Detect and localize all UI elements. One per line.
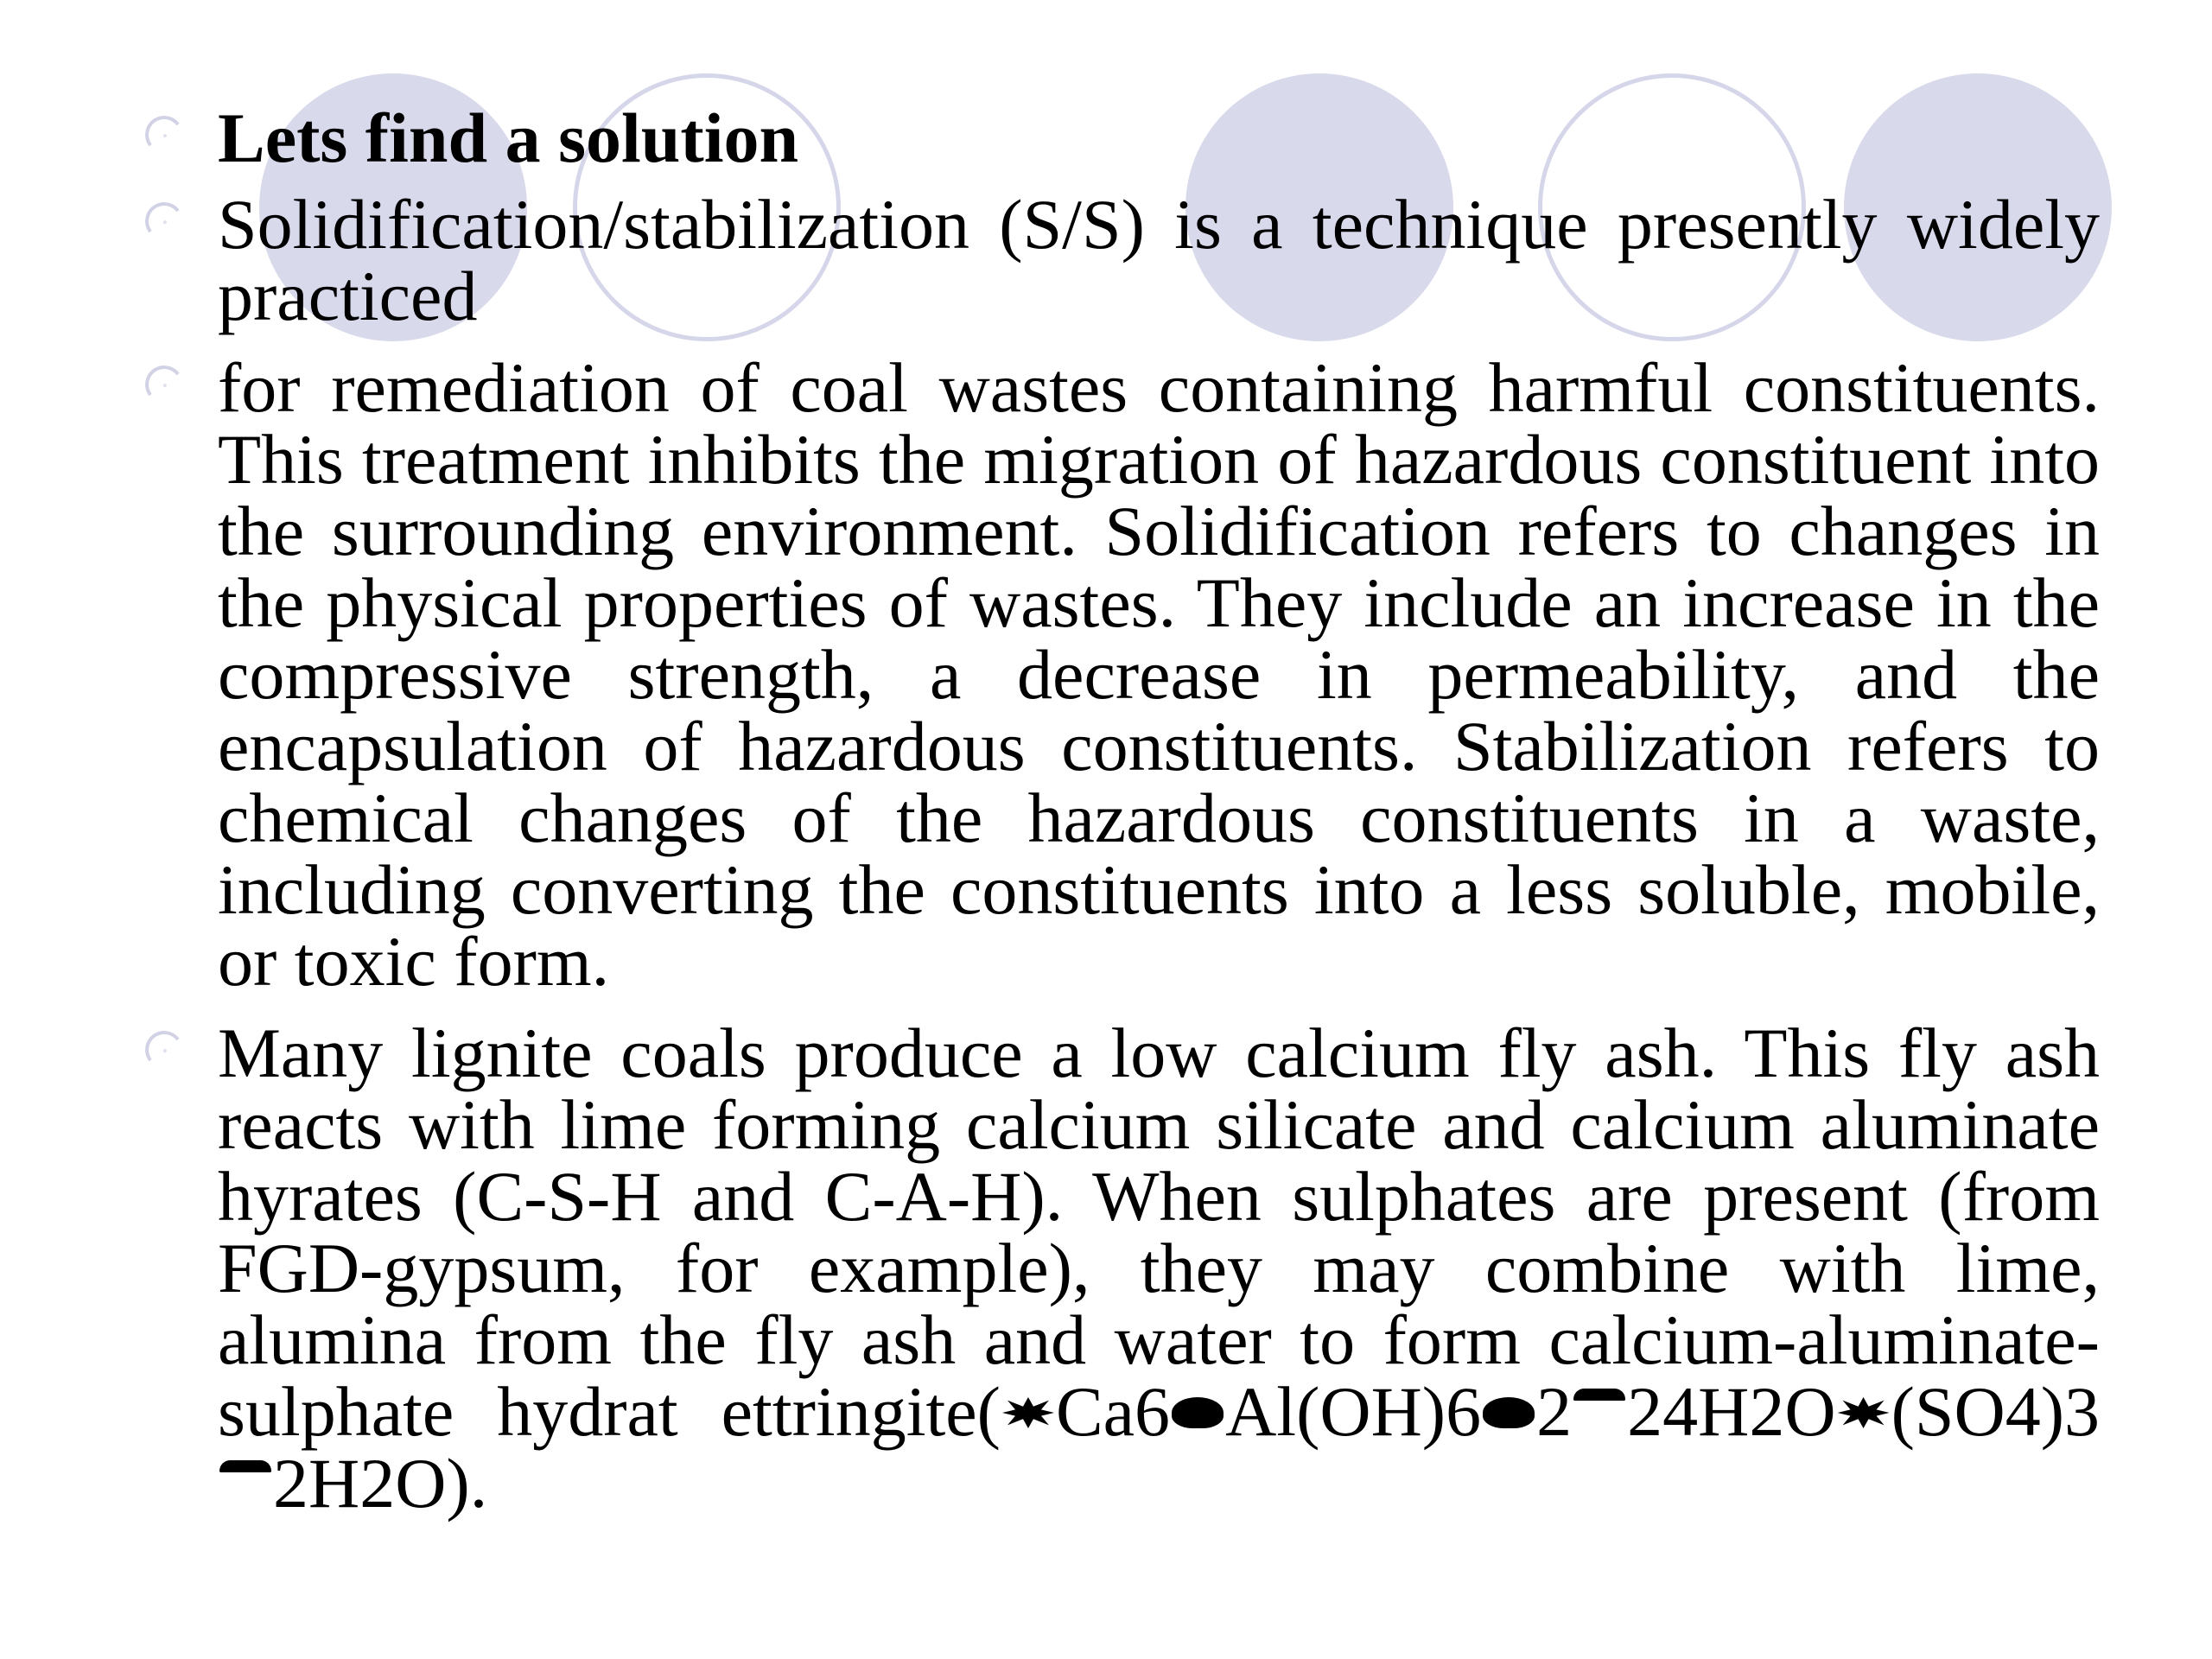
- slide-body: [138, 99, 2100, 1539]
- formula-part: Ca6: [1055, 1372, 1171, 1451]
- formula-part: 2H2O).: [273, 1444, 488, 1522]
- formula-part: 24H2O: [1627, 1372, 1836, 1451]
- circle-bullet-icon: [143, 363, 186, 406]
- bullet-item: [138, 1014, 2100, 1522]
- slide-title: Lets find a solution: [218, 99, 799, 177]
- formula-part: (SO4)3: [1891, 1372, 2100, 1451]
- bullet-item: [138, 348, 2100, 1001]
- circle-bullet-icon: [143, 1028, 186, 1071]
- bullet-item-title: [138, 99, 2100, 177]
- garbled-symbol-icon: [1838, 1397, 1890, 1428]
- bullet-item: [138, 185, 2100, 335]
- circle-bullet-icon: [143, 200, 186, 243]
- garbled-symbol-icon: [1573, 1389, 1625, 1401]
- formula-prefix: ettringite(: [721, 1372, 1001, 1451]
- bullet-text: for remediation of coal wastes containing harmful constituents. This treatment inhibits the migration of hazardous constituent into the surrounding environment. Solidification refers to changes in the physical properties of wastes. They include an increase in the compressive strength, a decrease in permeability, and the encapsulation of hazardous constituents. Stabilization refers to chemical changes of the hazardous constituents in a waste, including converting the constituents into a less soluble, mobile, or toxic form.: [218, 348, 2100, 1001]
- formula-part: 2: [1536, 1372, 1573, 1451]
- circle-bullet-icon: [143, 113, 186, 156]
- garbled-symbol-icon: [1002, 1397, 1054, 1428]
- bullet-text: Solidification/stabilization (S/S) is a technique presently widely practiced: [218, 185, 2100, 335]
- garbled-symbol-icon: [1172, 1397, 1224, 1428]
- garbled-symbol-icon: [219, 1460, 271, 1472]
- formula-part: Al(OH)6: [1225, 1372, 1482, 1451]
- garbled-symbol-icon: [1483, 1397, 1535, 1428]
- bullet-text: Many lignite coals produce a low calcium fly ash. This fly ash reacts with lime forming calcium silicate and calcium aluminate hyrates (C-S-H and C-A-H). When sulphates are present (from FGD-gypsum, for example), they may combine with lime, alumina from the fly ash and water to form calcium-aluminate-sulphate hydrat: [218, 1014, 2100, 1451]
